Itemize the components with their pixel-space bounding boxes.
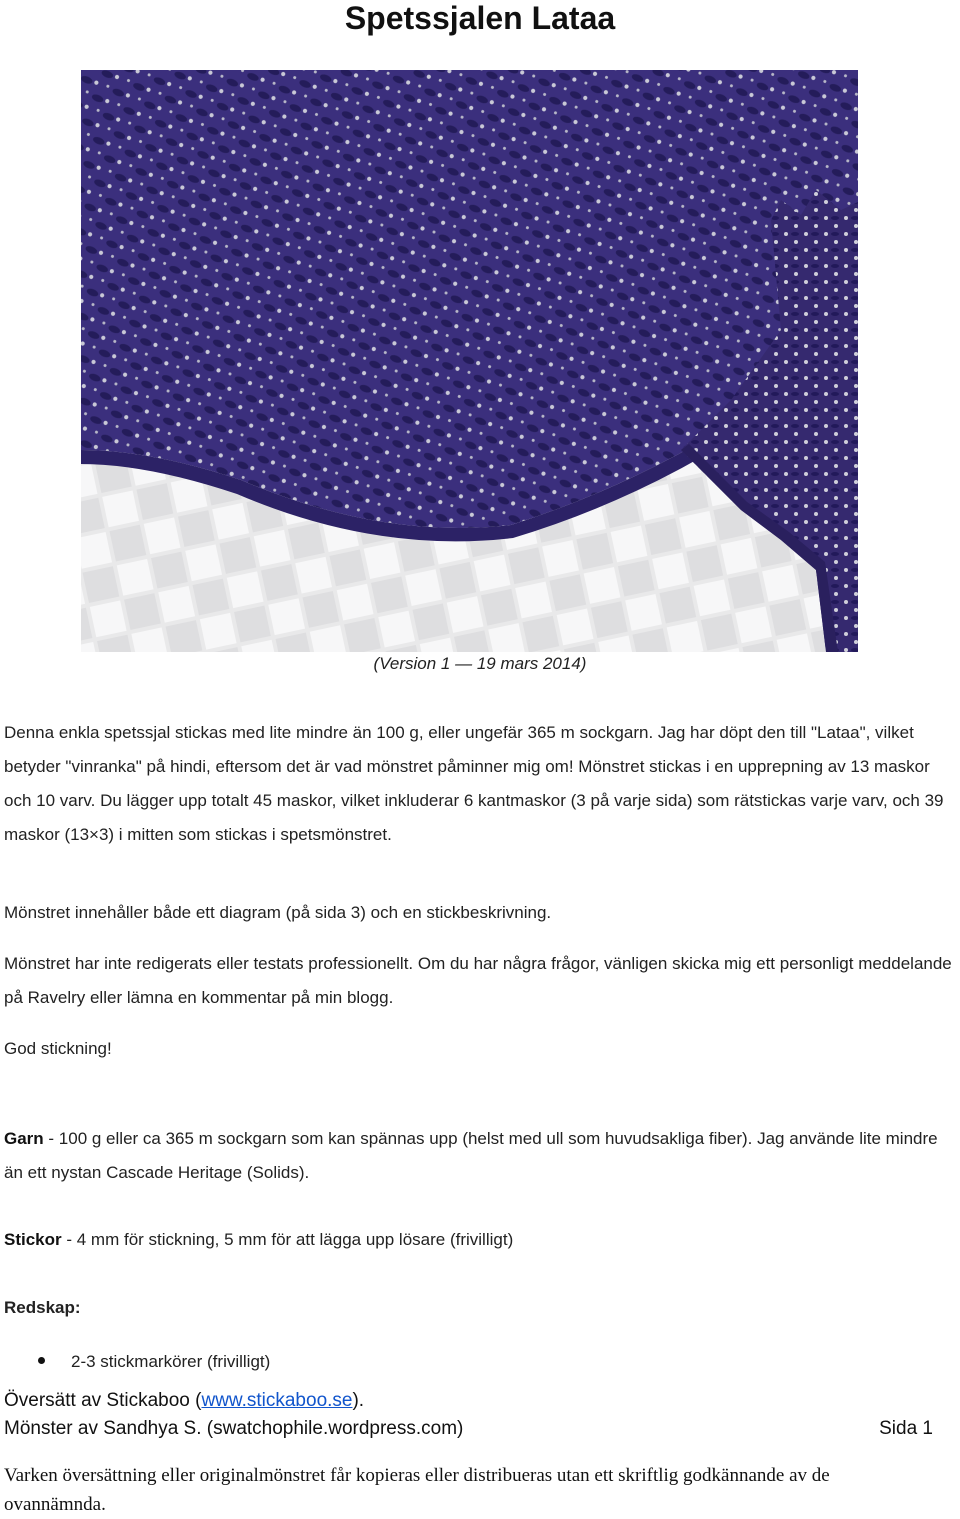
version-note: (Version 1 — 19 mars 2014) bbox=[373, 654, 587, 673]
needles-section bbox=[4, 1223, 956, 1257]
intro-paragraph: Denna enkla spetssjal stickas med lite mindre än 100 g, eller ungefär 365 m sockgarn. Jag har döpt den till "Lataa", vilket betyder "vinranka" på hindi, eftersom det är vad mönstret påminner mig om! Mönstret stickas i en upprepning av 13 maskor och 10 varv. Du lägger upp totalt 45 maskor, vilket inkluderar 6 kantmaskor (3 på varje sida) som rätstickas varje varv, och 39 maskor (13×3) i mitten som stickas i spetsmönstret. bbox=[4, 723, 944, 844]
yarn-section bbox=[4, 1122, 956, 1190]
bullet-icon bbox=[38, 1357, 45, 1364]
translation-suffix: ). bbox=[352, 1390, 365, 1411]
needles-text: - 4 mm för stickning, 5 mm för att lägga upp lösare (frivilligt) bbox=[61, 1230, 514, 1249]
yarn-text: - 100 g eller ca 365 m sockgarn som kan spännas upp (helst med ull som huvudsakliga fiber). Jag använde lite mindre än ett nystan Cascade Heritage (Solids). bbox=[4, 1129, 938, 1182]
tools-item-text: 2-3 stickmarkörer (frivilligt) bbox=[71, 1352, 271, 1371]
yarn-label: Garn bbox=[4, 1129, 44, 1148]
translation-prefix: Översätt av Stickaboo ( bbox=[4, 1390, 202, 1411]
document-title: Spetssjalen Lataa bbox=[344, 0, 616, 36]
disclaimer-paragraph: Mönstret har inte redigerats eller testats professionellt. Om du har några frågor, vänligen skicka mig ett personligt meddelande på Ravelry eller lämna en kommentar på min blogg. bbox=[4, 954, 952, 1007]
shawl-photo bbox=[81, 70, 858, 652]
copyright-notice: Varken översättning eller originalmönstret får kopieras eller distribueras utan ett skriftlig godkännande av de ovannämnda. bbox=[4, 1465, 830, 1515]
tools-heading: Redskap: bbox=[4, 1298, 81, 1317]
greeting: God stickning! bbox=[4, 1039, 112, 1058]
stickaboo-link[interactable]: www.stickaboo.se bbox=[201, 1390, 353, 1411]
author-credit: Mönster av Sandhya S. (swatchophile.wordpress.com) bbox=[4, 1418, 464, 1439]
needles-label: Stickor bbox=[4, 1230, 62, 1249]
contents-note: Mönstret innehåller både ett diagram (på sida 3) och en stickbeskrivning. bbox=[4, 903, 552, 922]
translation-credit bbox=[4, 1389, 364, 1413]
tools-list-item bbox=[38, 1351, 270, 1373]
page-number: Sida 1 bbox=[879, 1418, 933, 1439]
